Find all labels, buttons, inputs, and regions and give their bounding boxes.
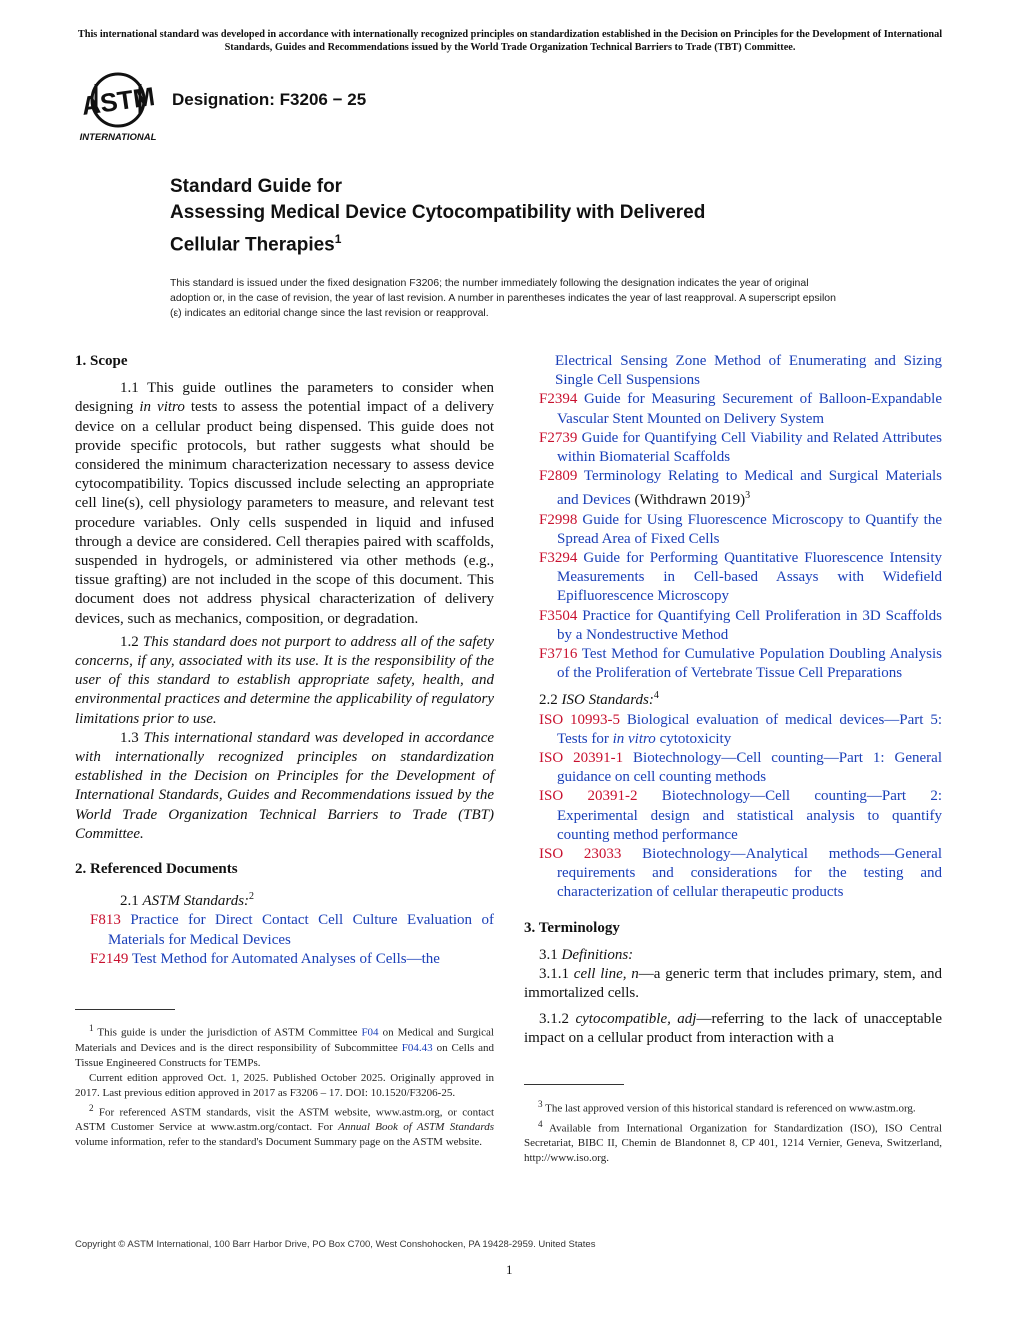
ref-title[interactable]: Guide for Measuring Securement of Balloon-Expandable Vascular Stent Mounted on Delivery System [557,391,942,427]
ref-withdrawn: (Withdrawn 2019) [630,492,746,509]
ref-title[interactable]: Test Method for Automated Analyses of Cells—the [128,950,440,967]
ref-code[interactable]: ISO 20391-1 [539,750,624,767]
fn2-mark: 2 [89,1102,94,1113]
ref-code[interactable]: F3504 [539,607,578,624]
title-block [170,175,890,258]
ref-title[interactable]: Practice for Quantifying Cell Proliferation in 3D Scaffolds by a Nondestructive Method [557,607,942,643]
scope-p2-text: This standard does not purport to address all of the safety concerns, if any, associated with its use. It is the responsibility of the user of this standard to establish appropriate safety, health, and environmental practices and determine the applicability of regulatory limitations prior to use. [75,633,495,727]
logo-letters: ASTM [79,81,157,121]
definition-cytocompatible [524,1010,942,1048]
astm-logo [76,70,160,144]
defs-text: Definitions: [561,946,634,963]
d1-num: 3.1.1 [539,966,574,983]
ref-f2998[interactable] [539,511,942,549]
left-column [75,352,494,969]
iso-label-text: ISO Standards: [561,692,654,709]
title-footnote-mark: 1 [334,232,342,246]
ref-code[interactable]: F3716 [539,646,578,663]
ref-f3504[interactable] [539,607,942,645]
iso-label-num: 2.2 [539,692,562,709]
ref-code[interactable]: F2394 [539,391,578,408]
ref-code[interactable]: F2809 [539,468,578,485]
left-footnote-rule [75,1009,175,1010]
ref-title[interactable]: Biological evaluation of medical devices—Part 5: Tests for [557,711,943,747]
ref-f2739[interactable] [539,429,942,467]
right-column [524,352,942,1048]
d1-term: cell line, n [573,966,639,983]
issued-note: This standard is issued under the fixed designation F3206; the number immediately following the designation indicates the year of original adoption or, in the case of revision, the year of last revision. A number in parentheses indicates the year of last reapproval. A superscript epsilon (ε) indicates an editorial change since the last revision or reapproval. [170,277,836,319]
right-footnote-rule [524,1084,624,1085]
ref-fn-mark: 3 [745,490,751,502]
ref-f2149-continued[interactable] [555,352,942,390]
terminology-heading: 3. Terminology [524,919,620,936]
ref-code[interactable]: F2739 [539,429,578,446]
ref-code[interactable]: F2149 [90,950,129,967]
ref-f2394[interactable] [539,390,942,428]
fn2-b: volume information, refer to the standard's Document Summary page on the ASTM website. [75,1136,483,1149]
astm-standards-label [75,887,494,911]
astm-label-num: 2.1 [120,893,143,910]
d2-text: —referring to the lack of unacceptable impact on a cellular product from interaction with a [524,1010,942,1046]
footnote-2 [75,1101,494,1151]
ref-title[interactable]: Biotechnology—Analytical methods—General requirements and considerations for the testing and characterization of cellular therapeutic products [557,846,942,901]
scope-p2-num: 1.2 [120,633,143,650]
iso-refs [539,711,942,903]
d2-num: 3.1.2 [539,1010,576,1027]
ref-title[interactable]: Practice for Direct Contact Cell Culture Evaluation of Materials for Medical Devices [108,912,494,948]
fn1-mark: 1 [89,1023,94,1033]
fn1-c: on Cells and Tissue Engineered Constructs for TEMPs. [75,1041,494,1069]
ref-title[interactable]: Biotechnology—Cell counting—Part 1: General guidance on cell counting methods [557,750,942,786]
left-refs [90,911,494,969]
ref-code[interactable]: F2998 [539,511,578,528]
scope-p1-b: tests to assess the potential impact of a delivery device on a cellular product being dispensed. This guide does not provide specific protocols, but rather suggests what should be considered the minimum characterization necessary to assess device cytocompatibility. Topics discussed include selecting an appropriate cell line(s), cell physiology parameters to measure, and relevant test procedure variables. Only cells suspended in liquid and infused through a device are considered. Cell therapies paired with scaffolds, suspended in hydrogels, or administered via other methods (e.g., tissue grafting) are not included in the scope of this document. This document does not address physical characterization of delivery devices, such as mechanics, composition, or degradation. [75,399,494,627]
page-number: 1 [506,1262,513,1277]
footnote-4 [524,1117,942,1167]
definitions-label [524,946,942,965]
iso-standards-label [524,686,942,710]
fn3-text: The last approved version of this historical standard is referenced on www.astm.org. [542,1102,916,1115]
ref-title[interactable]: Guide for Performing Quantitative Fluorescence Intensity Measurements in Cell-based Assays with Widefield Epifluorescence Microscopy [557,550,942,605]
ref-title[interactable]: Biotechnology—Cell counting—Part 2: Experimental design and statistical analysis to quantify counting method performance [557,788,942,843]
ref-f2809[interactable] [539,467,942,510]
fn1-link-f0443[interactable]: F04.43 [401,1041,433,1054]
ref-title-end[interactable]: cytotoxicity [655,730,732,747]
ref-code[interactable]: F3294 [539,550,578,567]
footnote-3 [524,1097,942,1117]
footnote-1-edition: Current edition approved Oct. 1, 2025. Published October 2025. Originally approved in 2017. Last previous edition approved in 2017 as F3206 – 17. DOI: 10.1520/F3206-25. [75,1071,494,1099]
astm-label-fn: 2 [249,891,255,903]
ref-iso-20391-2[interactable] [539,787,942,845]
ref-iso-23033[interactable] [539,845,942,903]
designation: Designation: F3206 − 25 [172,90,367,109]
fn1-a: This guide is under the jurisdiction of ASTM Committee [93,1026,362,1039]
fn4-text: Available from International Organization for Standardization (ISO), ISO Central Secretariat, BIBC II, Chemin de Blandonnet 8, CP 401, 1214 Vernier, Geneva, Switzerland, http://www.iso.org. [524,1122,942,1165]
ref-code[interactable]: ISO 10993-5 [539,711,621,728]
ref-iso-10993-5[interactable] [539,711,942,749]
scope-p1 [75,379,494,629]
header-notice: This international standard was developed in accordance with internationally recognized principles on standardization established in the Decision on Principles for the Development of International Standards, Guides and Recommendations issued by the World Trade Organization Technical Barriers to Trade (TBT) Committee. [77,29,943,53]
fn2-a: For referenced ASTM standards, visit the ASTM website, www.astm.org, or contact ASTM Customer Service at www.astm.org/contact. For [75,1106,494,1134]
scope-p3 [75,729,494,844]
ref-f3294[interactable] [539,549,942,607]
fn3-mark: 3 [538,1099,543,1109]
ref-code[interactable]: ISO 20391-2 [539,788,638,805]
title-line3-text: Cellular Therapies [170,234,335,256]
ref-title[interactable]: Guide for Quantifying Cell Viability and Related Attributes within Biomaterial Scaffolds [557,429,942,466]
copyright: Copyright © ASTM International, 100 Barr Harbor Drive, PO Box C700, West Conshohocken, PA 19428-2959. United States [75,1239,596,1250]
ref-code[interactable]: F813 [90,912,121,929]
d1-text: —a generic term that includes primary, stem, and immortalized cells. [524,966,943,1002]
iso-label-fn: 4 [653,690,659,702]
logo-subtitle: INTERNATIONAL [79,132,157,143]
definition-cell-line [524,965,942,1003]
right-refs [539,352,942,683]
scope-p3-text: This international standard was developed in accordance with internationally recognized principles on standardization established in the Decision on Principles for the Development of International Standards, Guides and Recommendations issued by the World Trade Organization Technical Barriers to Trade (TBT) Committee. [75,729,495,842]
fn4-mark: 4 [538,1118,543,1129]
astm-logo-icon [76,70,160,144]
defs-num: 3.1 [539,946,562,963]
ref-title[interactable]: Test Method for Cumulative Population Doubling Analysis of the Proliferation of Vertebrate Tissue Cell Preparations [557,646,942,682]
title-line3 [170,226,890,258]
referenced-heading: 2. Referenced Documents [75,861,238,878]
scope-heading: 1. Scope [75,353,128,369]
d2-term: cytocompatible, adj [575,1010,697,1027]
fn1-b: on Medical and Surgical Materials and Devices and is the direct responsibility of Subcommittee [75,1026,494,1054]
ref-title[interactable]: Terminology Relating to Medical and Surgical Materials and Devices [557,468,942,509]
title-line2: Assessing Medical Device Cytocompatibility with Delivered [170,202,706,223]
scope-p1-a: 1.1 This guide outlines the parameters to consider when designing [75,380,494,416]
ref-title-em[interactable]: in vitro [612,730,656,747]
astm-label-text: ASTM Standards: [142,893,250,910]
ref-iso-20391-1[interactable] [539,749,942,787]
fn1-link-f04[interactable]: F04 [361,1026,379,1039]
ref-code[interactable]: ISO 23033 [539,846,622,863]
ref-title[interactable]: Electrical Sensing Zone Method of Enumerating and Sizing Single Cell Suspensions [555,353,942,389]
footnote-1 [75,1021,494,1071]
right-footnotes [524,1097,942,1166]
ref-f2149[interactable] [90,950,494,969]
scope-p3-num: 1.3 [120,729,144,746]
ref-title[interactable]: Guide for Using Fluorescence Microscopy to Quantify the Spread Area of Fixed Cells [557,511,942,547]
fn2-em: Annual Book of ASTM Standards [338,1121,494,1134]
left-footnotes [75,1021,494,1150]
scope-p1-em: in vitro [139,399,185,416]
ref-f3716[interactable] [539,645,942,683]
title-line1: Standard Guide for [170,176,343,197]
ref-f813[interactable] [90,911,494,949]
scope-p2 [75,633,494,729]
